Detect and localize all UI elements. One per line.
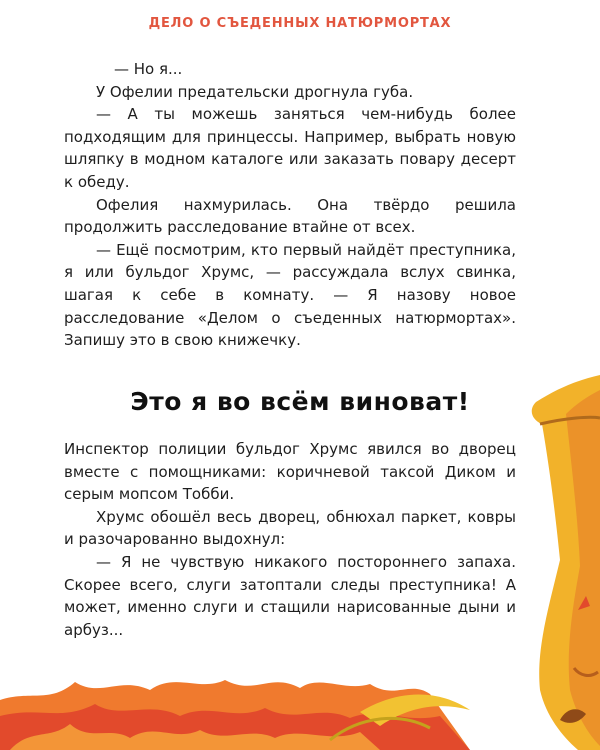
running-head: ДЕЛО О СЪЕДЕННЫХ НАТЮРМОРТАХ [148, 16, 452, 31]
paragraph: — Но я... [114, 60, 183, 78]
section-title: Это я во всём виноват! [130, 387, 470, 416]
vase-illustration [532, 375, 600, 750]
text-block-2 [64, 438, 516, 641]
paragraph: У Офелии предательски дрогнула губа. [96, 82, 414, 101]
paragraph: — Ещё посмотрим, кто первый найдёт преступника, я или бульдог Хрумс, — рассуждала вслух свинка, шагая к себе в комнату. — Я назову новое расследование «Делом о съеденных натюрмортах». Запишу это в свою книжечку. [64, 240, 516, 350]
paragraph: Хрумс обошёл весь дворец, обнюхал паркет, ковры и разочарованно выдохнул: [64, 507, 516, 549]
paragraph: Офелия нахмурилась. Она твёрдо решила продолжить расследование втайне от всех. [64, 195, 516, 237]
text-block-1 [64, 58, 516, 352]
paragraph: — Я не чувствую никакого постороннего запаха. Скорее всего, слуги затоптали следы преступника! А может, именно слуги и стащили нарисованные дыни и арбуз... [64, 552, 516, 639]
paragraph: Инспектор полиции бульдог Хрумс явился во дворец вместе с помощниками: коричневой таксой Диком и серым мопсом Тобби. [64, 440, 516, 504]
paragraph: — А ты можешь заняться чем-нибудь более подходящим для принцессы. Например, выбрать новую шляпку в модном каталоге или заказать повару десерт к обеду. [64, 105, 516, 191]
flame-pattern-illustration [0, 680, 470, 750]
